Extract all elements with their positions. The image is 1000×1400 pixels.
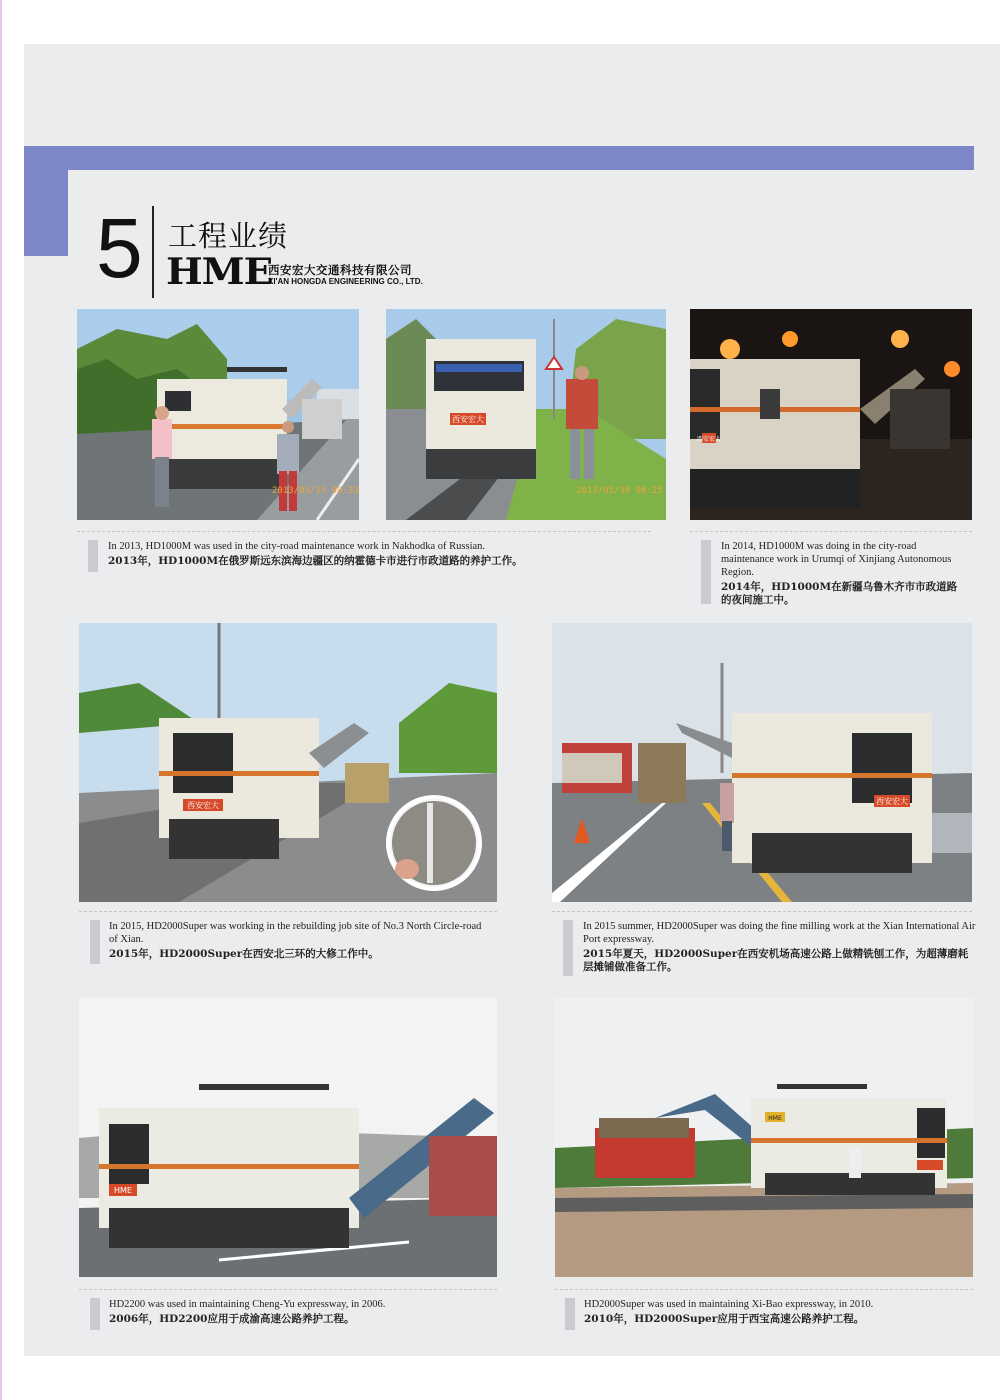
page-edge-line [0, 0, 2, 1400]
caption-marker [90, 920, 100, 964]
caption-cn: 2006年，HD2200应用于成渝高速公路养护工程。 [109, 1313, 355, 1325]
caption-divider [552, 911, 972, 912]
section-number: 5 [96, 201, 143, 295]
caption-cn: 2015年夏天，HD2000Super在西安机场高速公路上做精铣刨工作，为超薄磨耗层摊铺做准备工作。 [583, 948, 969, 973]
header-band-stem [24, 170, 68, 256]
section-divider [152, 206, 154, 298]
machine-label: 西安宏大 [452, 415, 484, 424]
caption-marker [90, 1298, 100, 1330]
caption-en: HD2200 was used in maintaining Cheng-Yu expressway, in 2006. [109, 1299, 386, 1310]
caption-airport [583, 920, 977, 974]
photo-xian-north-circle [79, 623, 497, 902]
caption-marker [88, 540, 98, 572]
caption-en: In 2014, HD1000M was doing in the city-road maintenance work in Urumqi of Xinjiang Autonomous Region. [721, 541, 952, 578]
photo-urumqi-night [690, 309, 972, 520]
photo-timestamp: 2013/05/30 08:25 [576, 486, 663, 496]
company-name-cn: 西安宏大交通科技有限公司 [268, 263, 412, 277]
header-band [24, 146, 974, 170]
photo-timestamp: 2013/05/15 08:33 [272, 486, 359, 496]
photo-cheng-yu [79, 998, 497, 1277]
caption-en: HD2000Super was used in maintaining Xi-Bao expressway, in 2010. [584, 1299, 874, 1310]
machine-label: HME [114, 1186, 132, 1195]
caption-divider [690, 531, 972, 532]
photo-roadside-front [386, 309, 666, 520]
caption-cheng-yu [109, 1298, 489, 1326]
section-title: 工程业绩 [168, 219, 289, 253]
caption-marker [565, 1298, 575, 1330]
caption-divider [77, 531, 651, 532]
machine-label: HME [768, 1115, 782, 1122]
caption-en: In 2015 summer, HD2000Super was doing the fine milling work at the Xian International Air Port expressway. [583, 921, 976, 945]
caption-en: In 2015, HD2000Super was working in the rebuilding job site of No.3 North Circle-road of Xian. [109, 921, 482, 945]
machine-label: 西安宏大 [696, 436, 722, 443]
caption-marker [563, 920, 573, 976]
caption-urumqi [721, 540, 961, 607]
caption-divider [79, 1289, 497, 1290]
caption-en: In 2013, HD1000M was used in the city-road maintenance work in Nakhodka of Russian. [108, 541, 486, 552]
caption-divider [79, 911, 497, 912]
photo-airport-expressway [552, 623, 972, 902]
caption-cn: 2014年，HD1000M在新疆乌鲁木齐市市政道路的夜间施工中。 [721, 581, 958, 606]
caption-divider [555, 1289, 973, 1290]
photo-xi-bao [555, 998, 973, 1277]
company-logo: HME [166, 251, 273, 293]
caption-xi-bao [584, 1298, 964, 1326]
caption-cn: 2015年，HD2000Super在西安北三环的大修工作中。 [109, 948, 379, 960]
caption-cn: 2010年，HD2000Super应用于西宝高速公路养护工程。 [584, 1313, 865, 1325]
machine-label: 西安宏大 [187, 801, 219, 810]
caption-north-circle [109, 920, 489, 961]
caption-nakhodka [108, 540, 648, 568]
machine-label: 西安宏大 [876, 797, 908, 806]
company-name-en: XI'AN HONGDA ENGINEERING CO., LTD. [268, 277, 423, 286]
caption-marker [701, 540, 711, 604]
photo-nakhodka [77, 309, 359, 520]
caption-cn: 2013年，HD1000M在俄罗斯远东滨海边疆区的纳霍德卡市进行市政道路的养护工作。 [108, 555, 523, 567]
